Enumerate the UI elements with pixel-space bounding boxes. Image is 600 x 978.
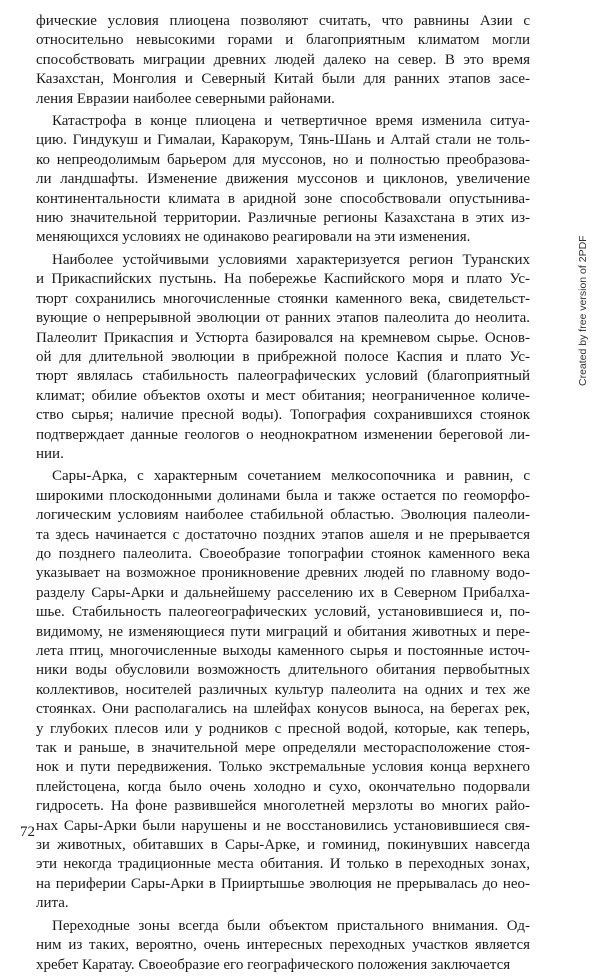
text-line: разделу Сары-Арки и дальнейшему расселению их в Северном Прибалха- (36, 584, 530, 601)
watermark-side-note: Created by free version of 2PDF (577, 235, 589, 386)
text-line: ко непреодолимым барьером для муссонов, но и полностью преобразова- (36, 151, 530, 168)
text-line: тюрт являлась стабильность палеографических условий (благоприятный (36, 368, 530, 385)
text-line: Сары-Арка, с характерным сочетанием мелкосопочника и равнин, с (52, 468, 530, 485)
text-line: меняющихся условиях не одинаково реагировали на эти изменения. (36, 229, 471, 246)
text-line: континентальности климата в аридной зоне способствовали опустынива- (36, 190, 530, 207)
text-line: Наиболее устойчивыми условиями характеризуется регион Туранских (52, 251, 530, 268)
text-line: стоянках. Они располагались на шлейфах конусов выноса, на берегах рек, (36, 701, 530, 718)
text-line: ления Евразии наиболее северными районами. (36, 90, 335, 107)
text-line: ли ландшафты. Изменение движения муссонов и циклонов, увеличение (36, 171, 530, 188)
text-line: Переходные зоны всегда были объектом пристального внимания. Од- (52, 917, 530, 934)
text-line: вующие о непрерывной эволюции от ранних этапов палеолита до неолита. (36, 310, 530, 327)
text-line: шье. Стабильность палеогеографических условий, установившиеся и, по- (36, 604, 530, 621)
text-line: на периферии Сары-Арки в Прииртышье эволюция не прерывалась до нео- (36, 875, 530, 892)
text-line: фические условия плиоцена позволяют считать, что равнины Азии с (36, 13, 530, 29)
page-body (36, 12, 530, 978)
text-line: до позднего палеолита. Своеобразие топографии стоянок каменного века (36, 545, 530, 562)
text-line: климат; обилие объектов охоты и мест обитания; неограниченное количе- (36, 387, 530, 404)
text-line: тюрт сохранились многочисленные стоянки каменного века, свидетельст- (36, 290, 530, 307)
paragraph (36, 251, 530, 464)
page-number: 72 (20, 824, 35, 840)
text-line: нах Сары-Арки были нарушены и не восстановились установившиеся свя- (36, 817, 530, 834)
text-line: Палеолит Прикаспия и Устюрта базировался на кремневом сырье. Основ- (36, 329, 530, 346)
text-line: ство сырья; наличие пресной воды). Топография сохранившихся стоянок (36, 407, 530, 424)
text-line: коллективов, носителей различных культур палеолита на одних и тех же (36, 681, 530, 698)
text-line: гидросеть. На фоне развившейся многолетней мерзлоты во многих райо- (36, 798, 530, 815)
paragraph (36, 12, 530, 109)
text-line: и Прикаспийских пустынь. На побережье Каспийского моря и плато Ус- (36, 271, 530, 288)
text-line: зи животных, обитавших в Сары-Арке, и гоминид, покинувших навсегда (36, 837, 530, 854)
text-line: видимому, не изменяющиеся пути миграций и обитания животных и пере- (36, 623, 530, 640)
text-line: та здесь начинается с достаточно поздних этапов ашеля и не прерывается (36, 526, 530, 543)
text-line: нок и пути передвижения. Только экстремальные условия конца верхнего (36, 759, 530, 776)
text-line: нию значительной территории. Различные регионы Казахстана в этих из- (36, 210, 530, 227)
text-line: ники воды обусловили возможность длительного обитания первобытных (36, 662, 530, 679)
text-line: у глубоких плесов или у родников с пресной водой, которые, как теперь, (36, 720, 530, 737)
paragraph (36, 112, 530, 248)
text-line: лита. (36, 895, 69, 912)
paragraph (36, 467, 530, 913)
paragraph (36, 917, 530, 975)
text-line: лета птиц, многочисленные выходы каменного сырья и постоянные источ- (36, 643, 530, 659)
text-line: плейстоцена, когда было очень холодно и сухо, окончательно подорвали (36, 778, 530, 795)
text-line: указывает на возможное проникновение древних людей по главному водо- (36, 565, 530, 582)
text-line: Казахстан, Монголия и Северный Китай были для ранних этапов засе- (36, 71, 530, 88)
text-line: широкими плоскодонными долинами была и также остается по геоморфо- (36, 487, 530, 504)
text-line: ним из таких, вероятно, очень интересных переходных участков является (36, 937, 530, 954)
text-line: нии. (36, 445, 64, 462)
text-line: так и раньше, в значительной мере определяли месторасположение стоя- (36, 740, 530, 757)
text-line: логическим условиям наиболее стабильной областью. Эволюция палеоли- (36, 507, 530, 524)
text-line: цию. Гиндукуш и Гималаи, Каракорум, Тянь-Шань и Алтай стали не толь- (36, 132, 530, 149)
text-line: относительно невысокими горами и благоприятным климатом могли (36, 32, 530, 49)
text-line: способствовать миграции древних людей далеко на север. В это время (36, 51, 530, 68)
text-line: ой для длительной эволюции в прибрежной полосе Каспия и плато Ус- (36, 348, 530, 365)
text-line: подтверждает данные геологов о неоднократном изменении береговой ли- (36, 426, 530, 443)
text-line: хребет Каратау. Своеобразие его географического положения заключается (36, 956, 511, 973)
text-line: Катастрофа в конце плиоцена и четвертичное время изменила ситуа- (52, 113, 530, 130)
text-line: эти некогда традиционные места обитания. И только в переходных зонах, (36, 856, 530, 873)
